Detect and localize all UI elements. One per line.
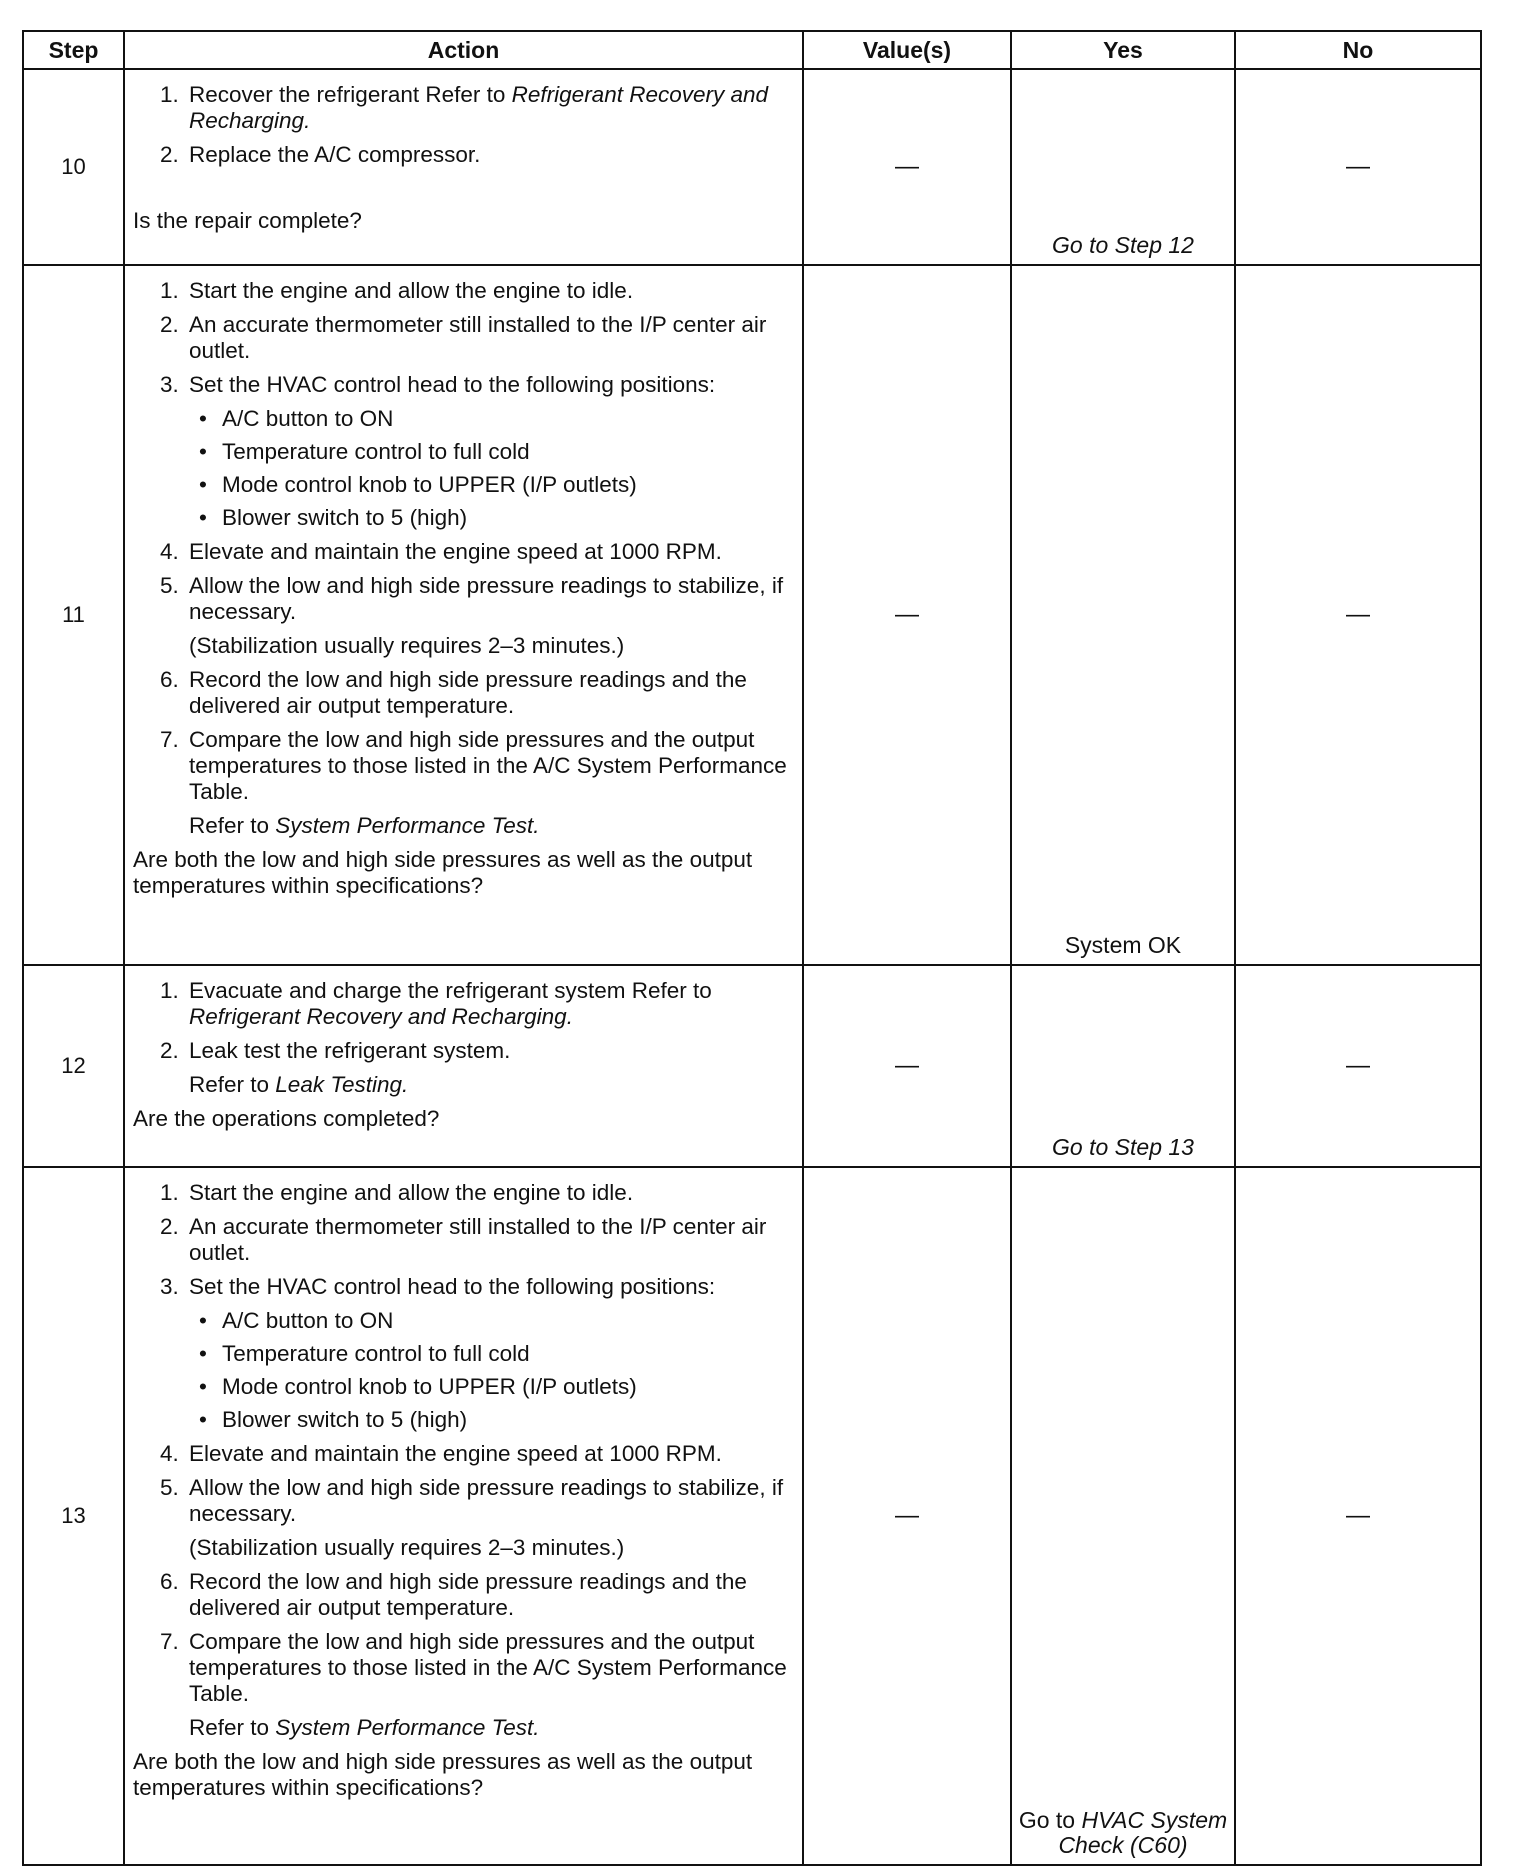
refer-text — [189, 1715, 792, 1741]
action-text: Recover the refrigerant Refer to — [189, 82, 512, 107]
action-item: 2. An accurate thermometer still installed to the I/P center air outlet. — [185, 1214, 792, 1266]
action-list — [133, 82, 792, 168]
list-item: • Temperature control to full cold — [199, 439, 792, 465]
refer-text — [189, 1072, 792, 1098]
action-item: 2. Replace the A/C compressor. — [185, 142, 792, 168]
action-item: 4. Elevate and maintain the engine speed at 1000 RPM. — [185, 539, 792, 565]
note-text: (Stabilization usually requires 2–3 minutes.) — [189, 1535, 625, 1560]
action-item — [185, 82, 792, 134]
no-cell: — — [1235, 265, 1481, 965]
action-text: Set the HVAC control head to the following positions: — [189, 1274, 716, 1299]
hvac-system-check-link[interactable]: HVAC System Check (C60) — [1058, 1807, 1228, 1858]
action-text: Evacuate and charge the refrigerant system Refer to — [189, 978, 712, 1003]
list-item: • Blower switch to 5 (high) — [199, 505, 792, 531]
action-cell — [124, 265, 803, 965]
action-item — [185, 727, 792, 839]
action-list — [133, 1180, 792, 1741]
question-text: Is the repair complete? — [133, 208, 362, 233]
yes-cell — [1011, 265, 1235, 965]
action-item — [185, 573, 792, 659]
action-text: Compare the low and high side pressures and the output temperatures to those listed in the A/C System Performance Table. — [189, 1629, 787, 1706]
action-text: Set the HVAC control head to the following positions: — [189, 372, 716, 397]
table-row-step-12 — [23, 965, 1481, 1167]
go-to-step-13-link[interactable]: Go to Step 13 — [1052, 1134, 1194, 1160]
list-item: • Mode control knob to UPPER (I/P outlets) — [199, 1374, 792, 1400]
question-text: Are the operations completed? — [133, 1106, 440, 1131]
action-item — [185, 1274, 792, 1433]
diagnostic-table-frame — [22, 30, 1480, 1858]
yes-cell — [1011, 965, 1235, 1167]
list-item: • Blower switch to 5 (high) — [199, 1407, 792, 1433]
refrigerant-recovery-link[interactable]: Refrigerant Recovery and Recharging. — [189, 1004, 573, 1029]
action-item: 4. Elevate and maintain the engine speed at 1000 RPM. — [185, 1441, 792, 1467]
position-list — [189, 1308, 792, 1433]
value-cell: — — [803, 265, 1011, 965]
action-item: 1. Start the engine and allow the engine to idle. — [185, 1180, 792, 1206]
header-step: Step — [23, 31, 124, 69]
value-cell: — — [803, 965, 1011, 1167]
step-number: 10 — [23, 69, 124, 265]
action-list — [133, 278, 792, 839]
refer-prefix: Refer to — [189, 1072, 276, 1097]
step-number: 12 — [23, 965, 124, 1167]
list-item: • A/C button to ON — [199, 406, 792, 432]
header-no: No — [1235, 31, 1481, 69]
list-item: • Temperature control to full cold — [199, 1341, 792, 1367]
refer-prefix: Refer to — [189, 1715, 276, 1740]
header-action: Action — [124, 31, 803, 69]
action-cell — [124, 965, 803, 1167]
list-item: • A/C button to ON — [199, 1308, 792, 1334]
action-item: 2. An accurate thermometer still installed to the I/P center air outlet. — [185, 312, 792, 364]
refrigerant-recovery-link[interactable]: Refrigerant Recovery and Recharging. — [189, 82, 769, 133]
list-item: • Mode control knob to UPPER (I/P outlets) — [199, 472, 792, 498]
action-text: Compare the low and high side pressures and the output temperatures to those listed in the A/C System Performance Table. — [189, 727, 787, 804]
header-row — [23, 31, 1481, 69]
no-cell: — — [1235, 1167, 1481, 1865]
step-number: 13 — [23, 1167, 124, 1865]
no-cell: — — [1235, 69, 1481, 265]
note-text: (Stabilization usually requires 2–3 minutes.) — [189, 633, 625, 658]
leak-testing-link[interactable]: Leak Testing. — [275, 1072, 409, 1097]
step-number: 11 — [23, 265, 124, 965]
action-item: 6. Record the low and high side pressure readings and the delivered air output temperature. — [185, 1569, 792, 1621]
header-values: Value(s) — [803, 31, 1011, 69]
diagnostic-table — [22, 30, 1482, 1866]
yes-cell — [1011, 69, 1235, 265]
question-text: Are both the low and high side pressures as well as the output temperatures within specifications? — [133, 1749, 753, 1800]
action-item — [185, 1038, 792, 1098]
value-cell: — — [803, 69, 1011, 265]
header-yes: Yes — [1011, 31, 1235, 69]
action-text: Allow the low and high side pressure readings to stabilize, if necessary. — [189, 573, 784, 624]
system-ok-text: System OK — [1064, 932, 1182, 958]
system-performance-test-link[interactable]: System Performance Test. — [275, 813, 540, 838]
question-text: Are both the low and high side pressures as well as the output temperatures within specifications? — [133, 847, 753, 898]
action-item — [185, 1475, 792, 1561]
system-performance-test-link[interactable]: System Performance Test. — [275, 1715, 540, 1740]
no-cell: — — [1235, 965, 1481, 1167]
action-item — [185, 372, 792, 531]
action-item — [185, 978, 792, 1030]
refer-prefix: Refer to — [189, 813, 276, 838]
action-text: Leak test the refrigerant system. — [189, 1038, 511, 1063]
action-item — [185, 1629, 792, 1741]
action-cell — [124, 1167, 803, 1865]
value-cell: — — [803, 1167, 1011, 1865]
go-to-step-12-link[interactable]: Go to Step 12 — [1052, 232, 1194, 258]
table-row-step-11 — [23, 265, 1481, 965]
position-list — [189, 406, 792, 531]
action-cell — [124, 69, 803, 265]
table-row-step-13 — [23, 1167, 1481, 1865]
table-row-step-10 — [23, 69, 1481, 265]
action-item: 6. Record the low and high side pressure readings and the delivered air output temperature. — [185, 667, 792, 719]
action-item: 1. Start the engine and allow the engine to idle. — [185, 278, 792, 304]
action-list — [133, 978, 792, 1098]
action-text: Allow the low and high side pressure readings to stabilize, if necessary. — [189, 1475, 784, 1526]
yes-text: Go to — [1018, 1807, 1082, 1833]
yes-cell — [1011, 1167, 1235, 1865]
refer-text — [189, 813, 792, 839]
